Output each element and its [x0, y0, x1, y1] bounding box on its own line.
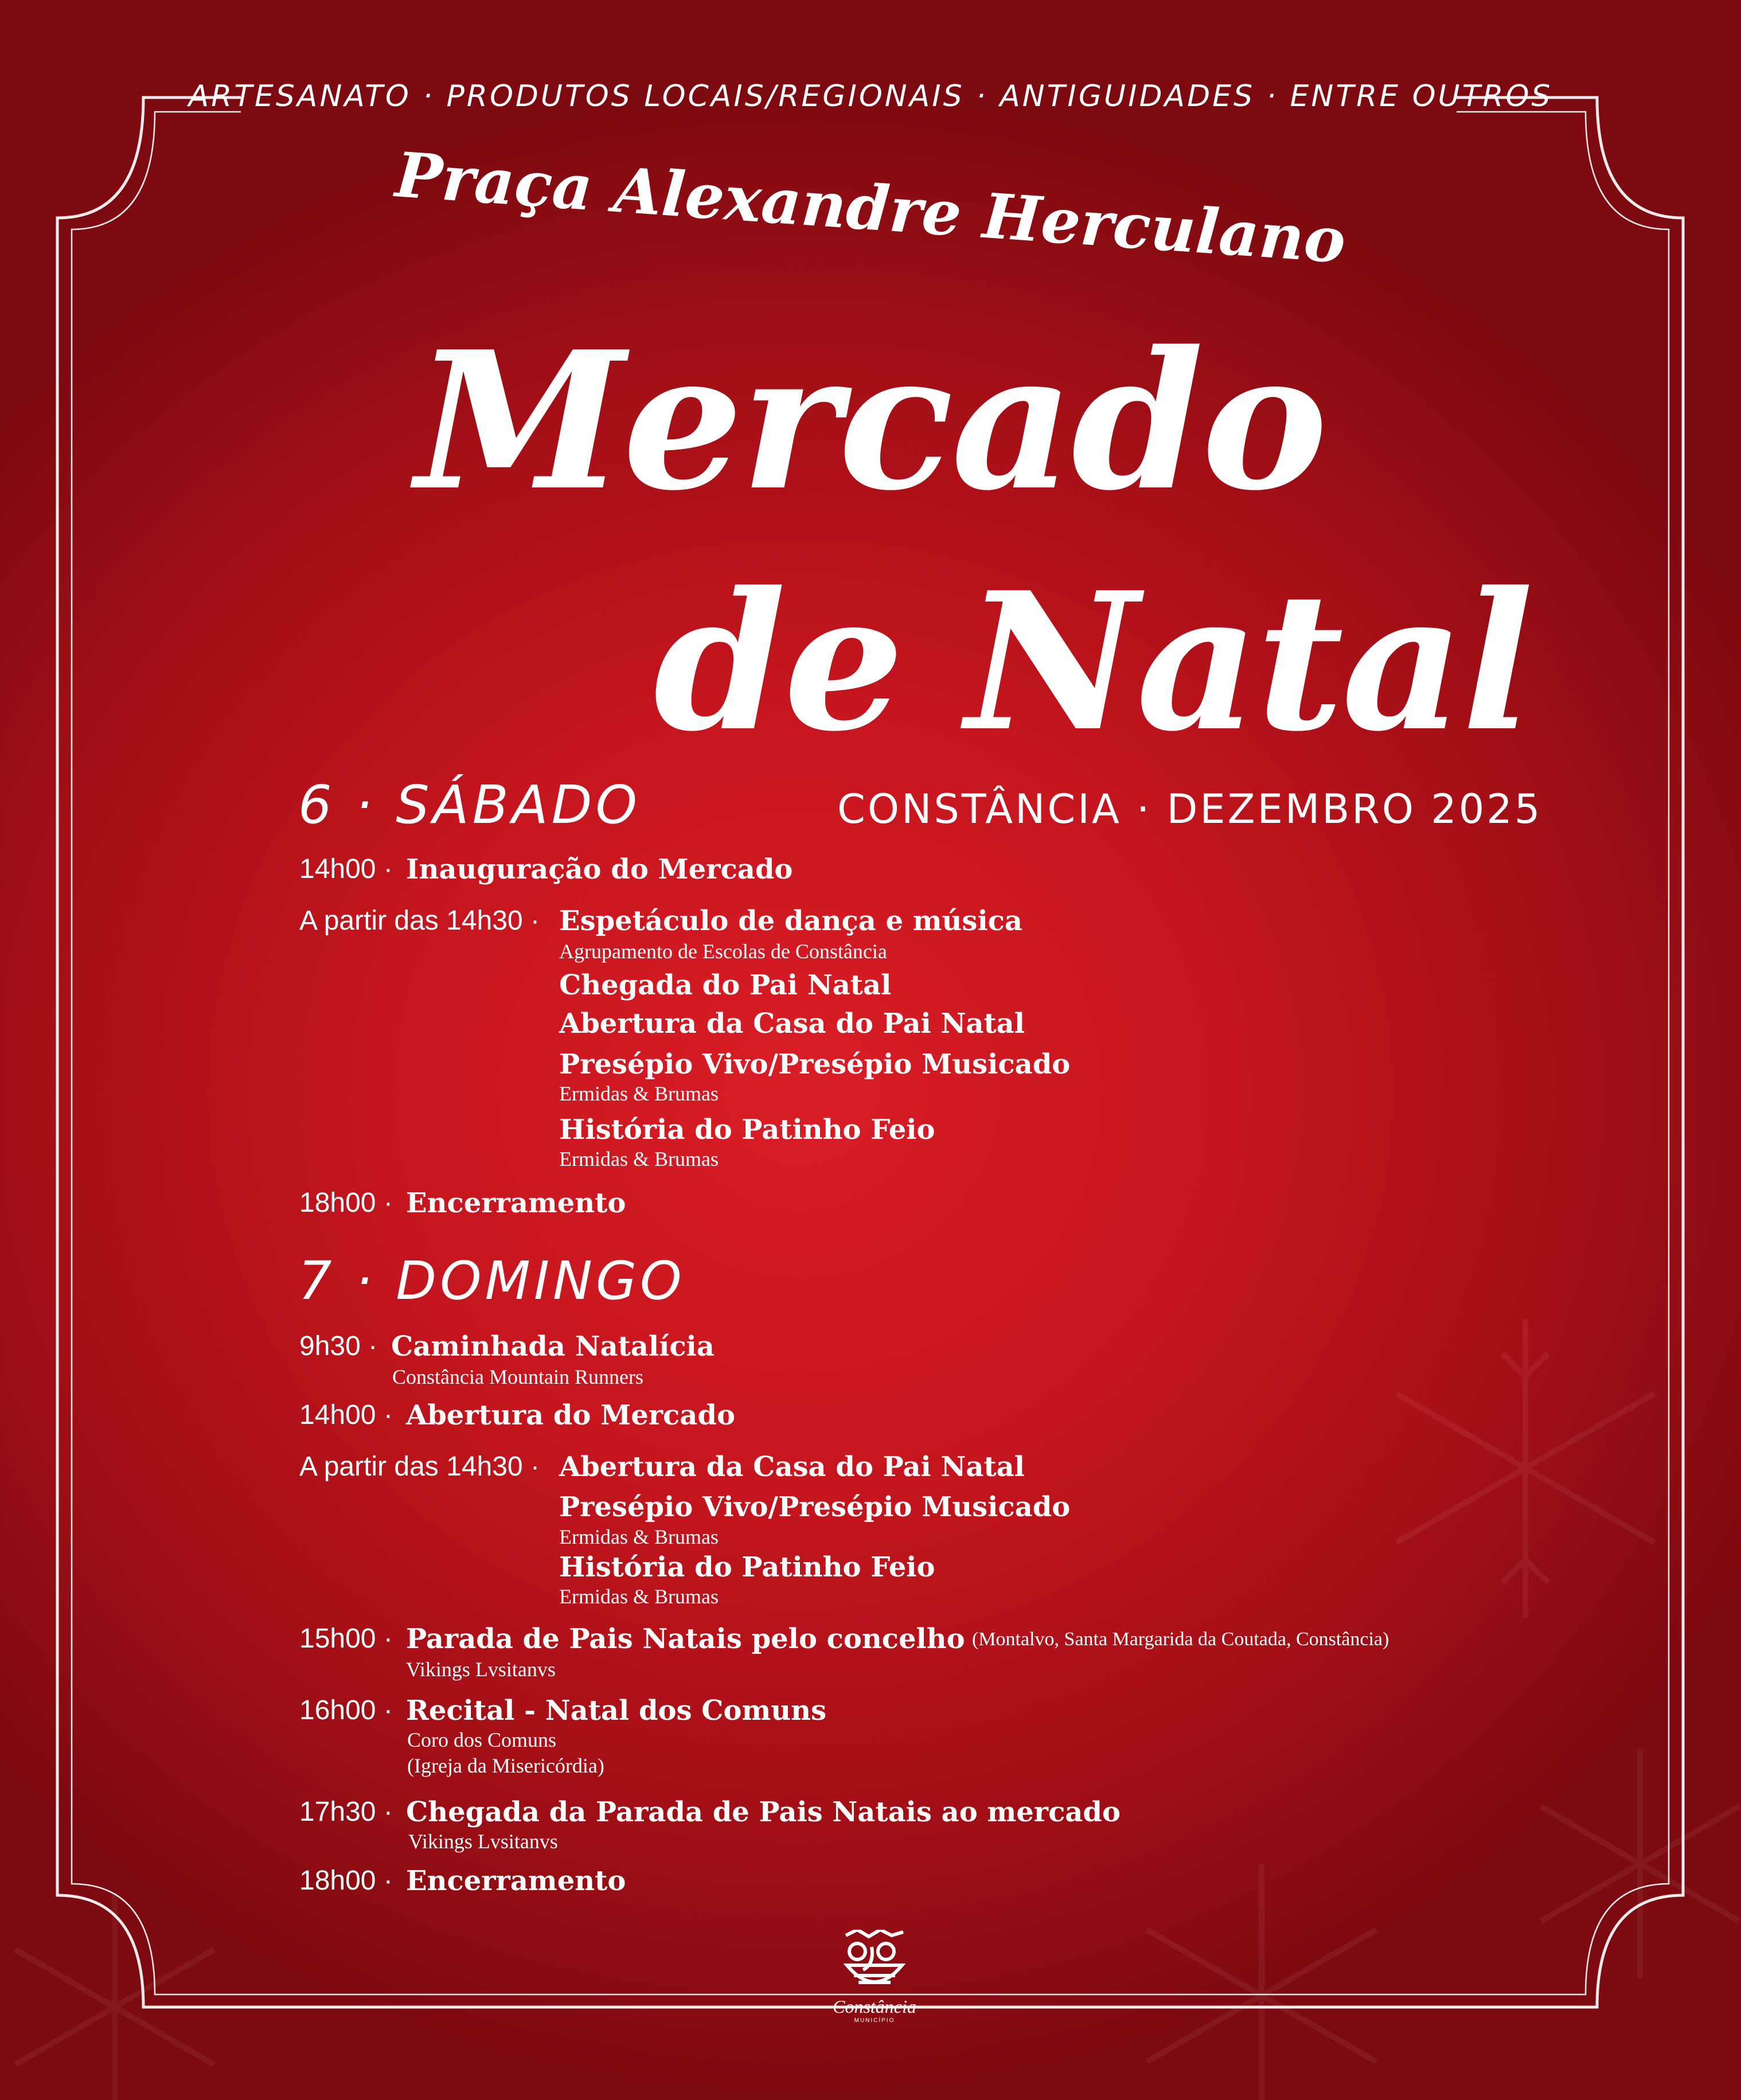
title-line-2: de Natal [654, 551, 1532, 773]
time-label: 15h00 · [299, 1623, 393, 1654]
activity-title: Encerramento [406, 1865, 626, 1897]
municipality-logo [820, 1930, 929, 2024]
activity-title: Abertura da Casa do Pai Natal [559, 1451, 1025, 1483]
activity-performer: Coro dos Comuns [407, 1728, 557, 1751]
activity-title: Abertura da Casa do Pai Natal [559, 1008, 1025, 1040]
categories-line: ARTESANATO · PRODUTOS LOCAIS/REGIONAIS · ANTIGUIDADES · ENTRE OUTROS [188, 79, 1553, 114]
time-label: 14h00 · [299, 854, 393, 884]
activity-title: Recital - Natal dos Comuns [406, 1695, 827, 1727]
activity-title: Presépio Vivo/Presépio Musicado [559, 1491, 1071, 1523]
activity-title: História do Patinho Feio [559, 1114, 935, 1146]
activity-performer: Ermidas & Brumas [559, 1585, 719, 1608]
activity-performer: Agrupamento de Escolas de Constância [559, 940, 887, 963]
time-label: A partir das 14h30 · [299, 1451, 540, 1482]
time-label: 17h30 · [299, 1797, 393, 1827]
time-label: A partir das 14h30 · [299, 905, 540, 936]
activity-title: Encerramento [406, 1187, 626, 1219]
time-label: 18h00 · [299, 1188, 393, 1218]
activity-performer: Constância Mountain Runners [392, 1365, 643, 1388]
activity-title: Parada de Pais Natais pelo concelho [406, 1623, 965, 1655]
day-heading-sunday: 7 · DOMINGO [298, 1250, 685, 1311]
title-line-1: Mercado [415, 310, 1326, 532]
activity-title: Presépio Vivo/Presépio Musicado [559, 1048, 1071, 1080]
activity-note: (Montalvo, Santa Margarida da Coutada, Constância) [972, 1629, 1389, 1650]
activity-performer: Ermidas & Brumas [559, 1525, 719, 1548]
activity-title: Espetáculo de dança e música [559, 905, 1023, 937]
activity-performer: Vikings Lvsitanvs [408, 1830, 558, 1853]
location-date: CONSTÂNCIA · DEZEMBRO 2025 [837, 786, 1543, 833]
activity-title: Chegada do Pai Natal [559, 969, 892, 1001]
day-heading-saturday: 6 · SÁBADO [298, 774, 641, 836]
activity-title: Chegada da Parada de Pais Natais ao mercado [406, 1796, 1121, 1828]
activity-performer: Ermidas & Brumas [559, 1082, 719, 1105]
logo-name: Constância [833, 1996, 916, 2017]
activity-title: História do Patinho Feio [559, 1551, 935, 1583]
crest-icon [840, 1930, 909, 1993]
activity-location: (Igreja da Misericórdia) [407, 1754, 604, 1777]
activity-performer: Vikings Lvsitanvs [406, 1658, 556, 1681]
activity-title: Caminhada Natalícia [391, 1330, 715, 1363]
time-label: 14h00 · [299, 1400, 393, 1430]
activity-title: Inauguração do Mercado [406, 853, 793, 885]
activity-title: Abertura do Mercado [406, 1399, 735, 1431]
time-label: 16h00 · [299, 1695, 393, 1726]
place-name: Praça Alexandre Herculano [393, 139, 1348, 278]
activity-performer: Ermidas & Brumas [559, 1147, 719, 1170]
logo-subtitle: MUNICÍPIO [854, 2017, 895, 2024]
time-label: 9h30 · [299, 1331, 378, 1361]
time-label: 18h00 · [299, 1865, 393, 1896]
